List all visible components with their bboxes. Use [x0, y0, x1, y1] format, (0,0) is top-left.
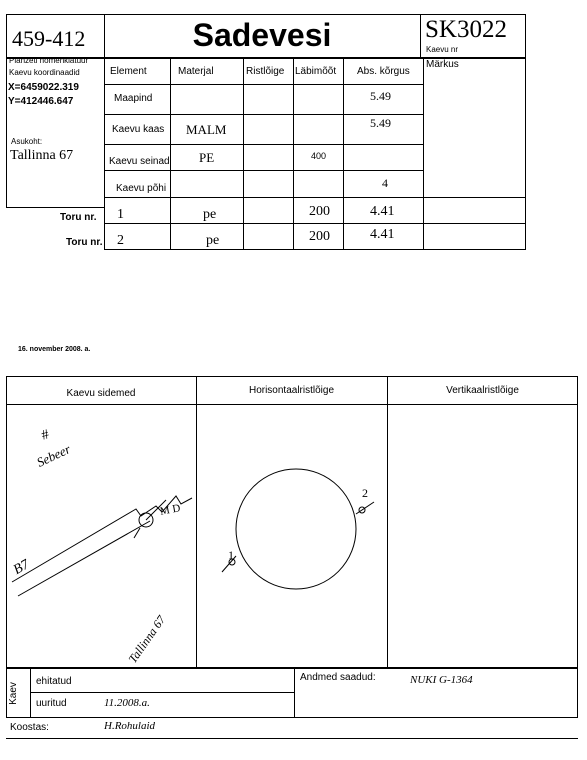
- sheet-nomenclature-label: Planzeti nomenklatuur: [9, 56, 89, 65]
- sketch-mark-hash: #: [40, 427, 51, 444]
- pipe-diameter: 200: [309, 229, 330, 244]
- col-material: Materjal: [178, 66, 214, 77]
- section-connections-title: Kaevu sidemed: [66, 388, 136, 399]
- well-no-label: Kaevu nr: [426, 45, 459, 54]
- row-material: PE: [199, 150, 215, 165]
- author-label: Koostas:: [10, 722, 49, 733]
- data-source-label: Andmed saadud:: [300, 672, 376, 683]
- well-code: SK3022: [425, 16, 507, 43]
- pipe-material: pe: [206, 233, 220, 248]
- pipe-mark-1: 1: [228, 548, 234, 562]
- built-label: ehitatud: [36, 676, 72, 687]
- data-source-value: NUKI G-1364: [410, 674, 473, 686]
- col-diameter: Läbimõõt: [295, 66, 337, 77]
- sketch-mark-street: Sebeer: [34, 441, 73, 470]
- pipe-diameter: 200: [309, 204, 330, 219]
- coordinate-x: X=6459022.319: [8, 82, 79, 93]
- location-label: Asukoht:: [11, 137, 43, 146]
- sketch-mark-location: Tallinna 67: [125, 612, 169, 666]
- pipe-label: Toru nr.: [66, 237, 103, 248]
- pipe-label: Toru nr.: [60, 212, 97, 223]
- row-material: MALM: [186, 122, 227, 137]
- sheet-code: 459-412: [12, 26, 86, 51]
- pipe-height: 4.41: [370, 204, 395, 219]
- surveyed-value: 11.2008.a.: [104, 697, 150, 709]
- section-vertical-title: Vertikaalristlõige: [446, 385, 519, 396]
- row-element: Kaevu kaas: [112, 124, 165, 135]
- sketch-mark-md: M D: [159, 502, 182, 518]
- coordinates-box: [6, 58, 105, 208]
- pipe-number: 2: [117, 233, 124, 248]
- col-remarks: Märkus: [426, 59, 459, 70]
- coordinate-y: Y=412446.647: [8, 96, 74, 107]
- row-diameter: 400: [311, 151, 327, 161]
- row-element: Maapind: [114, 93, 153, 104]
- connections-sketch: [6, 404, 196, 668]
- row-height: 5.49: [370, 89, 391, 103]
- pipe-mark-2: 2: [362, 486, 368, 500]
- coordinates-label: Kaevu koordinaadid: [9, 68, 80, 77]
- surveyed-label: uuritud: [36, 698, 67, 709]
- pipe-number: 1: [117, 207, 124, 222]
- location-value: Tallinna 67: [10, 148, 74, 163]
- pipe-height: 4.41: [370, 227, 395, 242]
- row-height: 4: [382, 176, 388, 190]
- col-section: Ristlõige: [246, 66, 285, 77]
- row-height: 5.49: [370, 116, 391, 130]
- sketch-mark-b7: B7: [11, 557, 33, 578]
- horizontal-section-sketch: [196, 404, 387, 668]
- footer-frame: [6, 668, 578, 718]
- author-value: H.Rohulaid: [104, 720, 156, 732]
- document-date: 16. november 2008. a.: [18, 346, 91, 353]
- page-title: Sadevesi: [192, 17, 332, 53]
- col-element: Element: [110, 66, 147, 77]
- row-element: Kaevu põhi: [116, 183, 167, 194]
- footer-side-label: Kaev: [7, 682, 19, 705]
- section-horizontal-title: Horisontaalristlõige: [248, 385, 335, 396]
- pipe-material: pe: [203, 207, 217, 222]
- col-height: Abs. kõrgus: [357, 66, 410, 77]
- row-element: Kaevu seinad: [109, 156, 170, 167]
